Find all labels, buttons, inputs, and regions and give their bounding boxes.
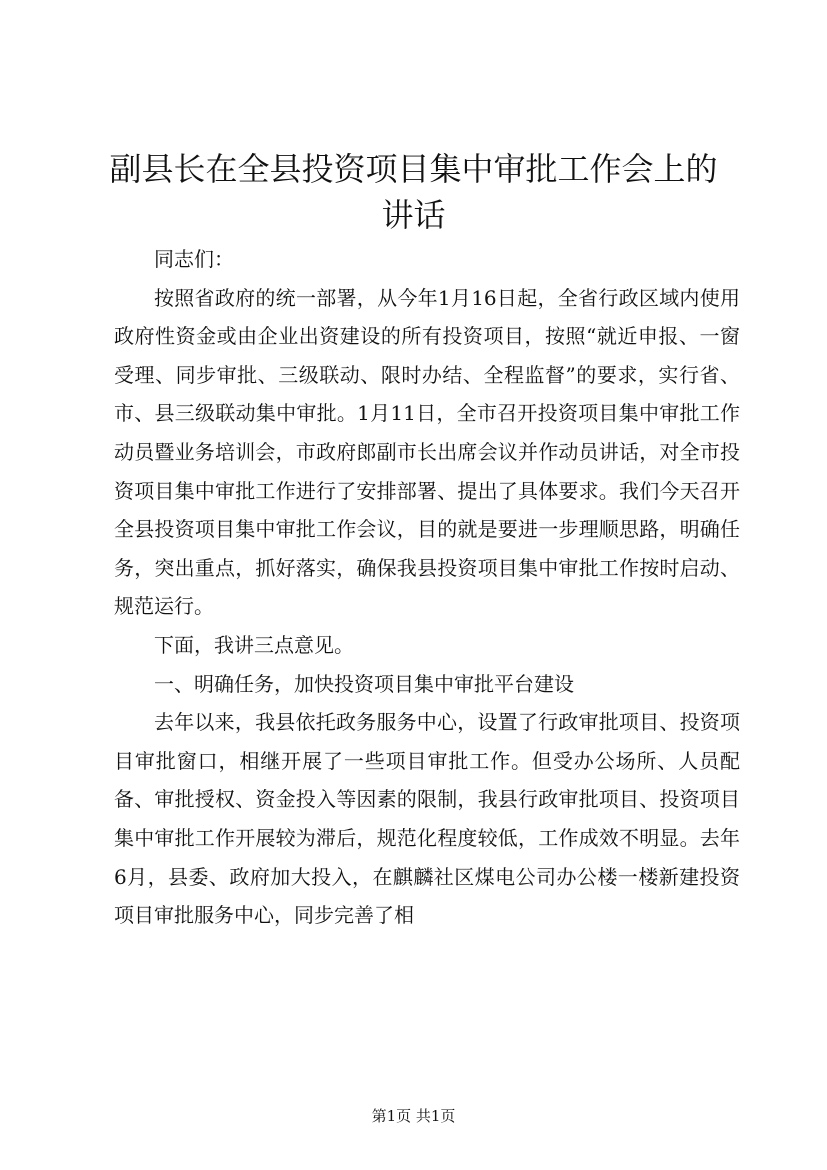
body-paragraph: 去年以来，我县依托政务服务中心，设置了行政审批项目、投资项目审批窗口，相继开展了一些项目审批工作。但受办公场所、人员配备、审批授权、资金投入等因素的限制，我县行政审批项目、投资项目集中审批工作开展较为滞后，规范化程度较低，工作成效不明显。去年6月，县委、政府加大投入，在麒麟社区煤电公司办公楼一楼新建投资项目审批服务中心，同步完善了相: [114, 710, 740, 928]
section-heading: 一、明确任务，加快投资项目集中审批平台建设: [154, 671, 574, 696]
document-title: 副县长在全县投资项目集中审批工作会上的讲话: [109, 150, 718, 234]
salutation-paragraph: 同志们：: [154, 247, 234, 271]
document-body: [114, 240, 740, 935]
body-paragraph: 按照省政府的统一部署，从今年1月16日起，全省行政区域内使用政府性资金或由企业出资建设的所有投资项目，按照“就近申报、一窗受理、同步审批、三级联动、限时办结、全程监督”的要求，实行省、市、县三级联动集中审批。1月11日，全市召开投资项目集中审批工作动员暨业务培训会，市政府郎副市长出席会议并作动员讲话，对全市投资项目集中审批工作进行了安排部署、提出了具体要求。我们今天召开全县投资项目集中审批工作会议，目的就是要进一步理顺思路，明确任务，突出重点，抓好落实，确保我县投资项目集中审批工作按时启动、规范运行。: [114, 285, 740, 619]
page-footer: 第1页 共1页: [371, 1107, 456, 1125]
body-paragraph: 下面，我讲三点意见。: [154, 632, 354, 657]
